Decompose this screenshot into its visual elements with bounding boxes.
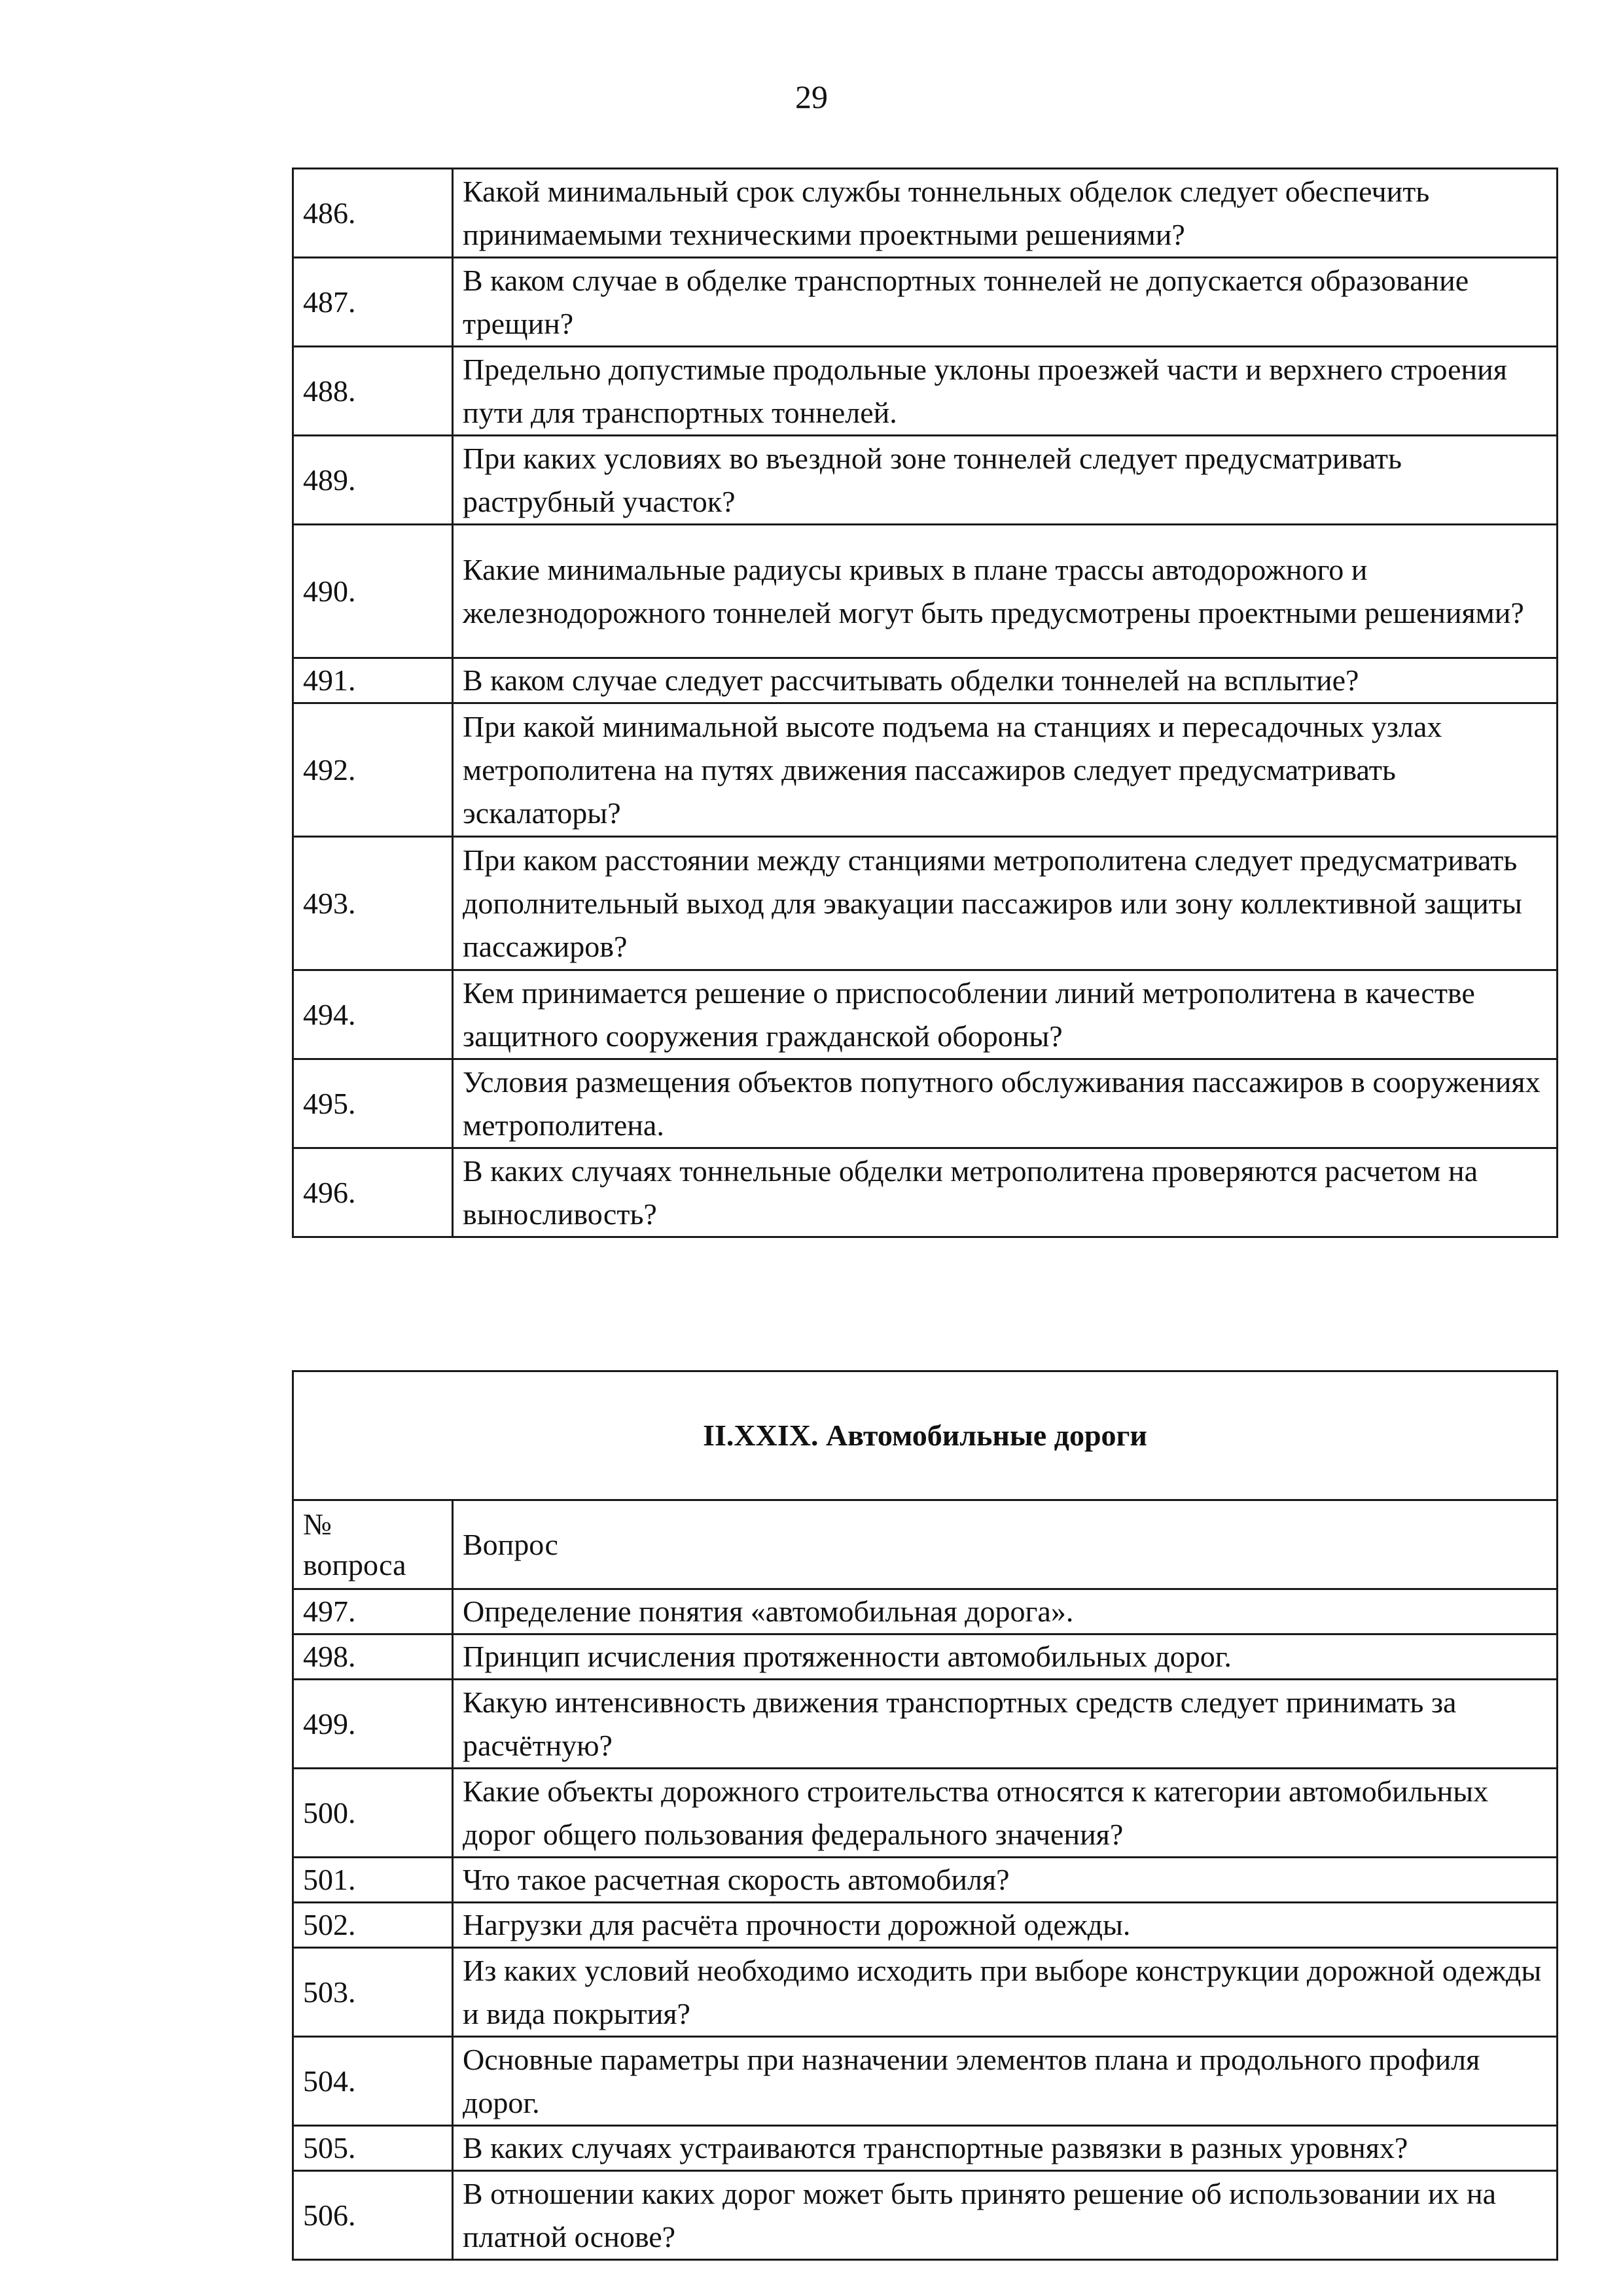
table-row (293, 1589, 1558, 1634)
question-text: Какие объекты дорожного строительства относятся к категории автомобильных дорог общего пользования федерального значения? (453, 1769, 1558, 1858)
question-text: Предельно допустимые продольные уклоны проезжей части и верхнего строения пути для транспортных тоннелей. (453, 347, 1558, 436)
table-row (293, 347, 1558, 436)
table-row (293, 1680, 1558, 1769)
question-number: 492. (293, 703, 453, 837)
question-number: 494. (293, 970, 453, 1059)
question-text: Нагрузки для расчёта прочности дорожной одежды. (453, 1903, 1558, 1948)
question-number: 503. (293, 1948, 453, 2037)
section-title: II.XXIX. Автомобильные дороги (293, 1371, 1558, 1500)
question-number: 505. (293, 2126, 453, 2171)
question-number: 499. (293, 1680, 453, 1769)
question-text: При каком расстоянии между станциями метрополитена следует предусматривать дополнительный выход для эвакуации пассажиров или зону коллективной защиты пассажиров? (453, 837, 1558, 970)
table-row (293, 1948, 1558, 2037)
table-row (293, 1858, 1558, 1903)
question-number: 504. (293, 2037, 453, 2126)
questions-table-tunnels (292, 168, 1558, 1238)
question-number: 495. (293, 1059, 453, 1148)
question-number: 486. (293, 169, 453, 258)
table-row (293, 1769, 1558, 1858)
question-number: 489. (293, 436, 453, 525)
page-number: 29 (795, 79, 828, 115)
question-text: При какой минимальной высоте подъема на станциях и пересадочных узлах метрополитена на путях движения пассажиров следует предусматривать эскалаторы? (453, 703, 1558, 837)
table-row (293, 837, 1558, 970)
question-number: 490. (293, 525, 453, 658)
table-row (293, 1634, 1558, 1680)
question-number: 491. (293, 658, 453, 703)
question-number: 496. (293, 1148, 453, 1237)
question-number: 502. (293, 1903, 453, 1948)
table-row (293, 2126, 1558, 2171)
question-text: Какие минимальные радиусы кривых в плане трассы автодорожного и железнодорожного тоннелей могут быть предусмотрены проектными решениями? (453, 525, 1558, 658)
question-number: 506. (293, 2171, 453, 2260)
question-text: Что такое расчетная скорость автомобиля? (453, 1858, 1558, 1903)
table-row (293, 703, 1558, 837)
question-text: Основные параметры при назначении элементов плана и продольного профиля дорог. (453, 2037, 1558, 2126)
table-row (293, 525, 1558, 658)
table-row (293, 2037, 1558, 2126)
question-number: 497. (293, 1589, 453, 1634)
header-row (293, 1500, 1558, 1589)
question-text: В каком случае в обделке транспортных тоннелей не допускается образование трещин? (453, 258, 1558, 347)
question-number: 500. (293, 1769, 453, 1858)
column-header-number (293, 1500, 453, 1589)
question-text: Определение понятия «автомобильная дорога». (453, 1589, 1558, 1634)
table-row (293, 1148, 1558, 1237)
table-row (293, 2171, 1558, 2260)
table-row (293, 1903, 1558, 1948)
questions-table-roads (292, 1370, 1558, 2261)
question-text: Условия размещения объектов попутного обслуживания пассажиров в сооружениях метрополитена. (453, 1059, 1558, 1148)
question-number: 498. (293, 1634, 453, 1680)
column-header-number-line2: вопроса (303, 1547, 406, 1581)
question-text: Какой минимальный срок службы тоннельных обделок следует обеспечить принимаемыми техническими проектными решениями? (453, 169, 1558, 258)
section-row (293, 1371, 1558, 1500)
question-text: В каких случаях тоннельные обделки метрополитена проверяются расчетом на выносливость? (453, 1148, 1558, 1237)
question-text: Какую интенсивность движения транспортных средств следует принимать за расчётную? (453, 1680, 1558, 1769)
questions-table-body (293, 169, 1558, 1237)
question-number: 501. (293, 1858, 453, 1903)
question-text: В отношении каких дорог может быть принято решение об использовании их на платной основе? (453, 2171, 1558, 2260)
column-header-question: Вопрос (453, 1500, 1558, 1589)
question-text: Кем принимается решение о приспособлении линий метрополитена в качестве защитного сооружения гражданской обороны? (453, 970, 1558, 1059)
table-row (293, 436, 1558, 525)
question-text: Принцип исчисления протяженности автомобильных дорог. (453, 1634, 1558, 1680)
question-text: В каком случае следует рассчитывать обделки тоннелей на всплытие? (453, 658, 1558, 703)
table-row (293, 1059, 1558, 1148)
table-row (293, 258, 1558, 347)
question-number: 493. (293, 837, 453, 970)
question-text: В каких случаях устраиваются транспортные развязки в разных уровнях? (453, 2126, 1558, 2171)
questions-table-body (293, 1371, 1558, 2260)
table-row (293, 970, 1558, 1059)
question-text: Из каких условий необходимо исходить при выборе конструкции дорожной одежды и вида покрытия? (453, 1948, 1558, 2037)
column-header-number-line1: № (303, 1507, 332, 1541)
table-row (293, 658, 1558, 703)
question-text: При каких условиях во въездной зоне тоннелей следует предусматривать раструбный участок? (453, 436, 1558, 525)
question-number: 487. (293, 258, 453, 347)
question-number: 488. (293, 347, 453, 436)
table-row (293, 169, 1558, 258)
